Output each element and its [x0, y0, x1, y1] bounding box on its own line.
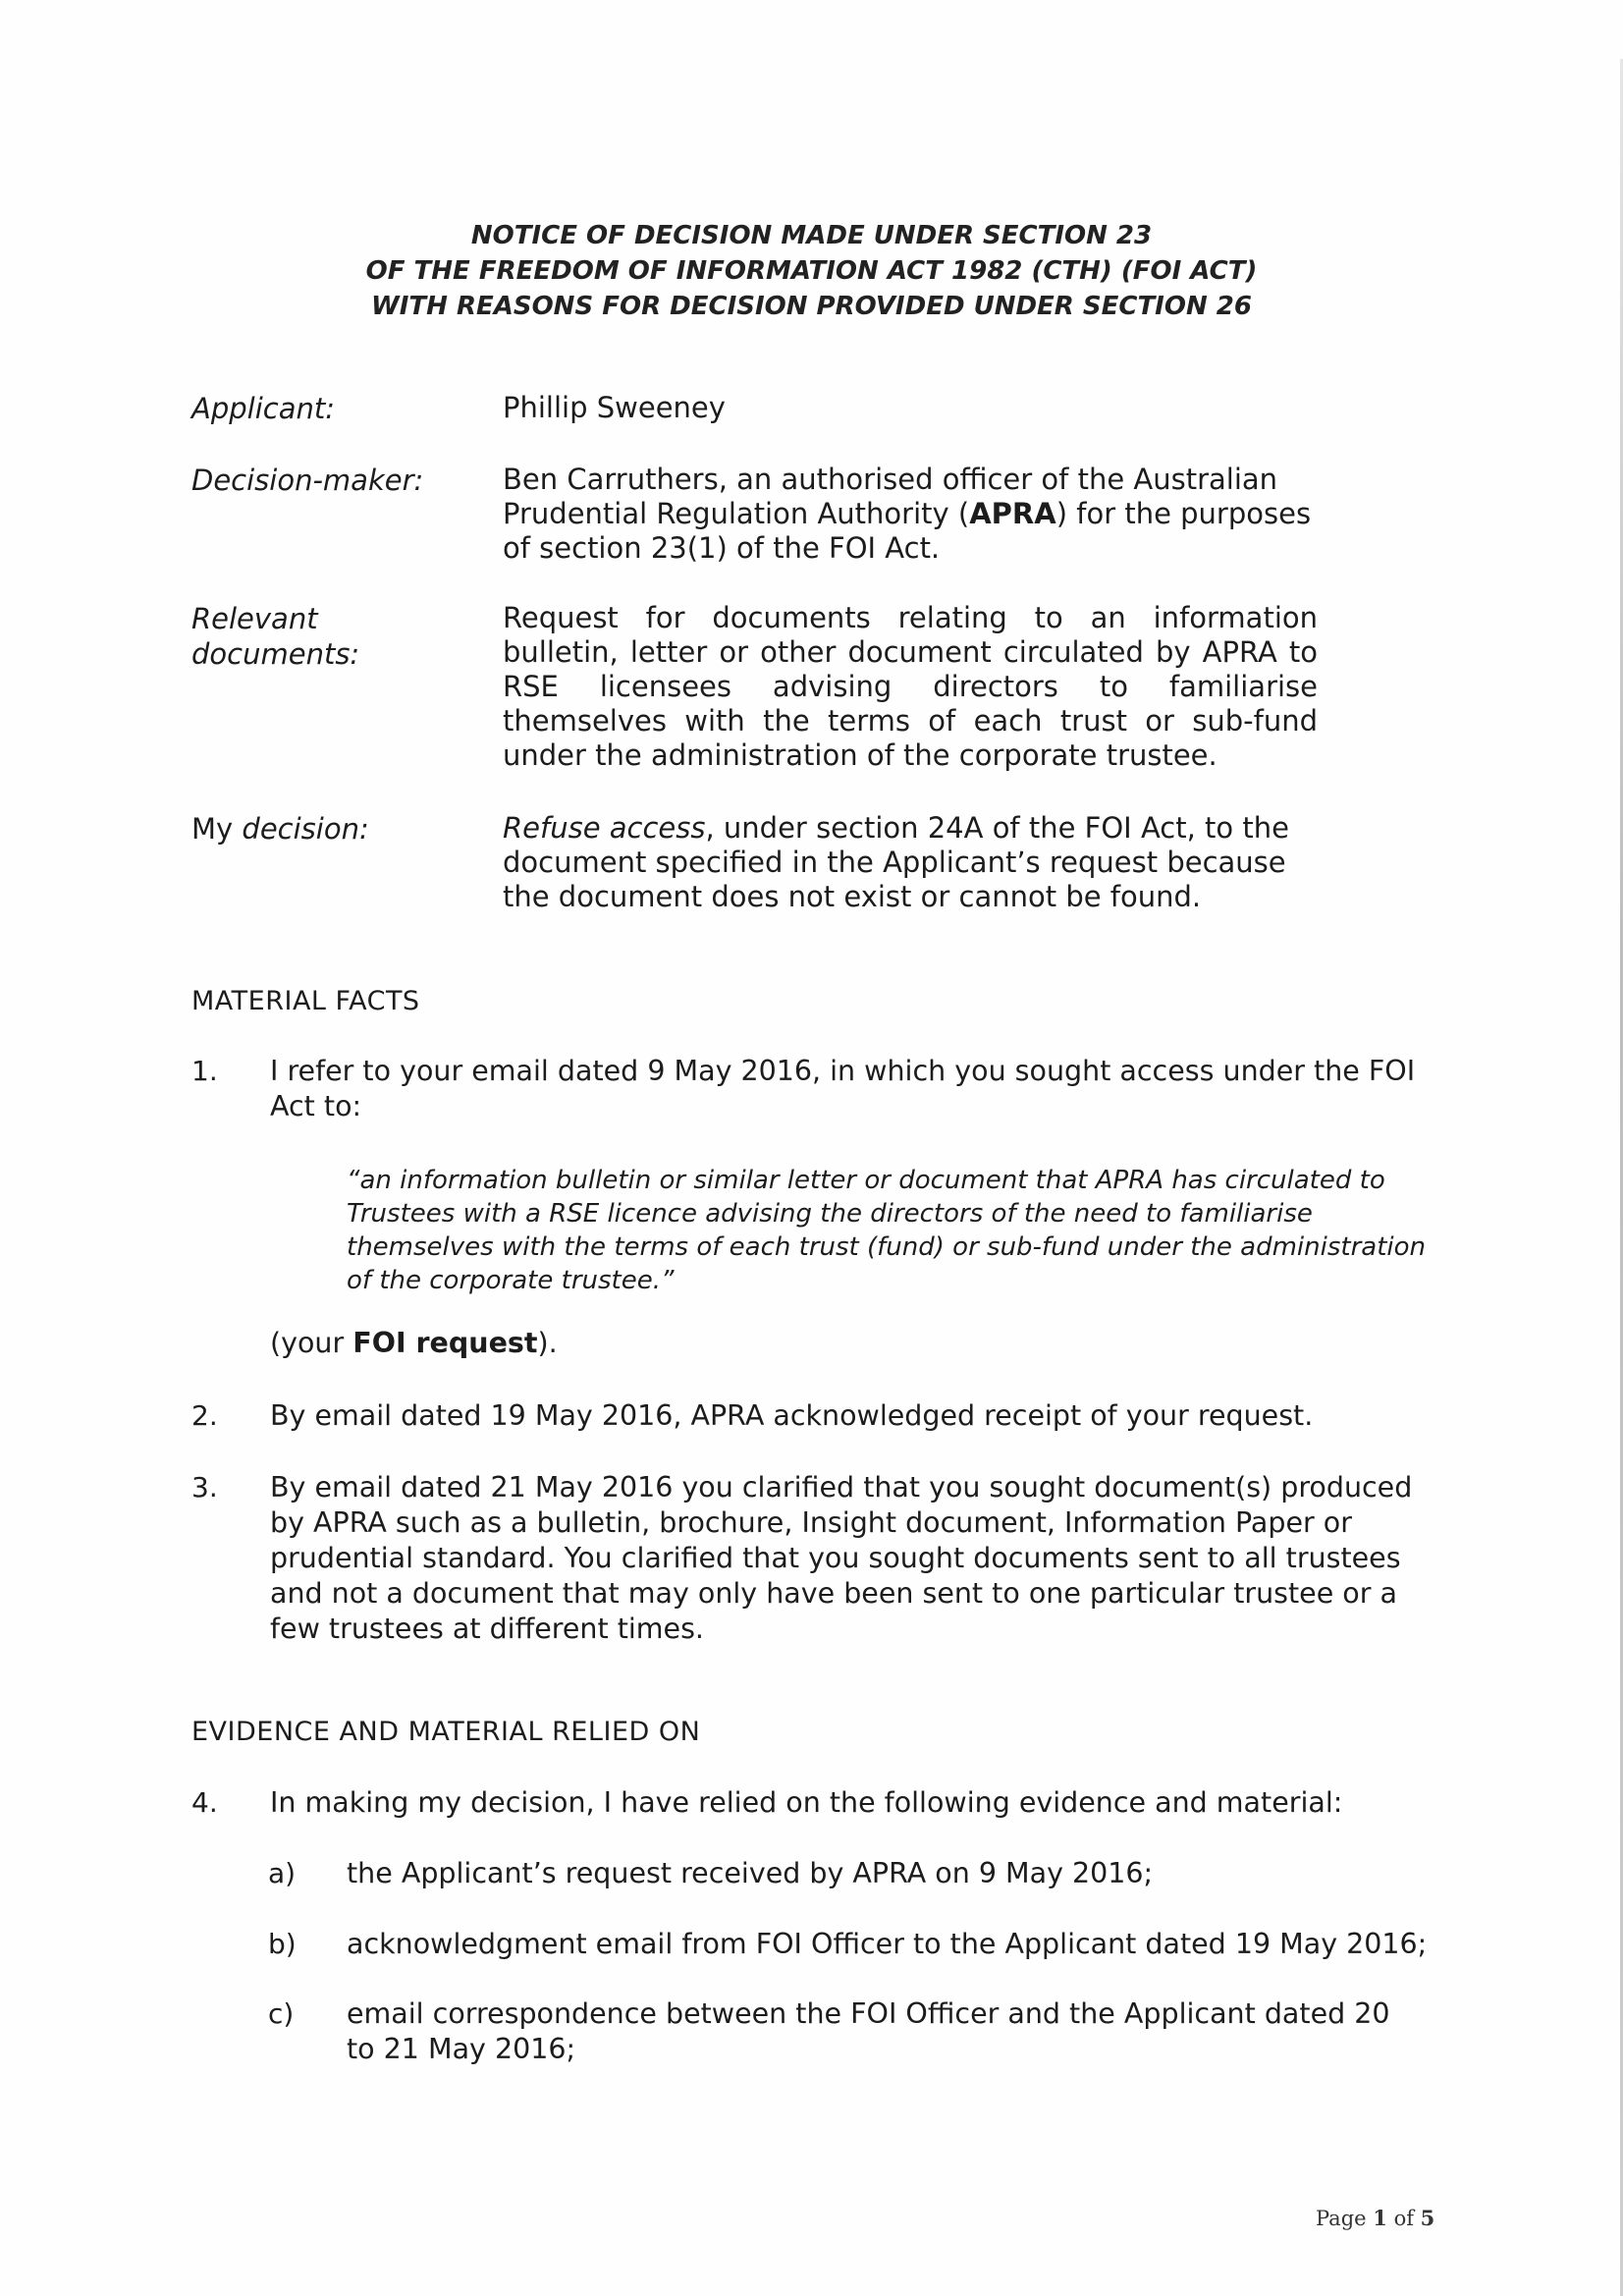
para-2-text: By email dated 19 May 2016, APRA acknowledged receipt of your request.	[270, 1399, 1314, 1432]
page-word: Page	[1316, 2207, 1374, 2230]
my-decision-value	[503, 811, 1318, 914]
list-item: the Applicant’s request received by APRA on 9 May 2016;	[347, 1857, 1154, 1889]
list-item-letter: c)	[268, 1997, 295, 2030]
page-total: 5	[1420, 2206, 1435, 2230]
para-4-text: In making my decision, I have relied on the following evidence and material:	[270, 1786, 1343, 1819]
decision-rest-text: , under section 24A of the FOI Act, to the document specified in the Applicant’s request because the document does not exist or cannot be found.	[503, 811, 1289, 913]
my-decision-label-1: My	[191, 812, 243, 846]
applicant-value: Phillip Sweeney	[503, 391, 726, 424]
decision-maker-label: Decision-maker:	[191, 464, 424, 497]
foi-request-term: FOI request	[352, 1327, 538, 1359]
decision-maker-text-1: Ben Carruthers, an authorised officer of the Australian Prudential Regulation Authority (	[503, 463, 1278, 530]
para-1-tail-post: ).	[537, 1327, 558, 1359]
decision-maker-value	[503, 463, 1318, 566]
of-word: of	[1386, 2207, 1421, 2230]
heading-material-facts: MATERIAL FACTS	[191, 986, 420, 1016]
title-line-3: WITH REASONS FOR DECISION PROVIDED UNDER SECTION 26	[371, 292, 1252, 321]
para-1-number: 1.	[191, 1055, 218, 1087]
applicant-label: Applicant:	[191, 392, 336, 425]
para-1-tail-pre: (your	[270, 1327, 353, 1359]
para-4-number: 4.	[191, 1786, 218, 1819]
list-item: acknowledgment email from FOI Officer to the Applicant dated 19 May 2016;	[347, 1928, 1428, 1960]
para-3-number: 3.	[191, 1471, 218, 1503]
decision-maker-apra: APRA	[969, 497, 1056, 530]
heading-evidence: EVIDENCE AND MATERIAL RELIED ON	[191, 1717, 701, 1747]
decision-maker-text-2: ) for the purposes of section 23(1) of the FOI Act.	[503, 497, 1312, 565]
document-title	[0, 218, 1623, 324]
relevant-documents-label	[191, 601, 359, 672]
para-1-text: I refer to your email dated 9 May 2016, in which you sought access under the FOI Act to:	[270, 1055, 1416, 1122]
relevant-documents-value: Request for documents relating to an information bulletin, letter or other document circulated by APRA to RSE licensees advising directors to familiarise themselves with the terms of each trust or sub-fund under the administration of the corporate trustee.	[503, 601, 1318, 772]
my-decision-label	[191, 811, 369, 847]
list-item-letter: b)	[268, 1928, 297, 1960]
list-item-letter: a)	[268, 1857, 297, 1889]
relevant-label-line-1: Relevant	[191, 602, 318, 635]
page-current: 1	[1373, 2206, 1387, 2230]
refuse-access-text: Refuse access	[503, 811, 706, 845]
my-decision-label-2: decision:	[242, 812, 369, 846]
list-item: email correspondence between the FOI Officer and the Applicant dated 20 to 21 May 2016;	[347, 1997, 1390, 2065]
relevant-label-line-2: documents:	[191, 637, 360, 671]
page-number-footer	[1316, 2206, 1434, 2230]
para-1-tail	[270, 1326, 1448, 1361]
title-line-2: OF THE FREEDOM OF INFORMATION ACT 1982 (CTH) (FOI ACT)	[365, 256, 1258, 286]
para-3-text: By email dated 21 May 2016 you clarified that you sought document(s) produced by APRA such as a bulletin, brochure, Insight document, Information Paper or prudential standard. You clarified that you sought documents sent to all trustees and not a document that may only have been sent to one particular trustee or a few trustees at different times.	[270, 1471, 1413, 1645]
para-1-quote: “an information bulletin or similar letter or document that APRA has circulated to Trustees with a RSE licence advising the directors of the need to familiarise themselves with the terms of each trust (fund) or sub-fund under the administration of the corporate trustee.”	[347, 1166, 1427, 1295]
title-line-1: NOTICE OF DECISION MADE UNDER SECTION 23	[470, 221, 1153, 250]
para-2-number: 2.	[191, 1399, 218, 1432]
